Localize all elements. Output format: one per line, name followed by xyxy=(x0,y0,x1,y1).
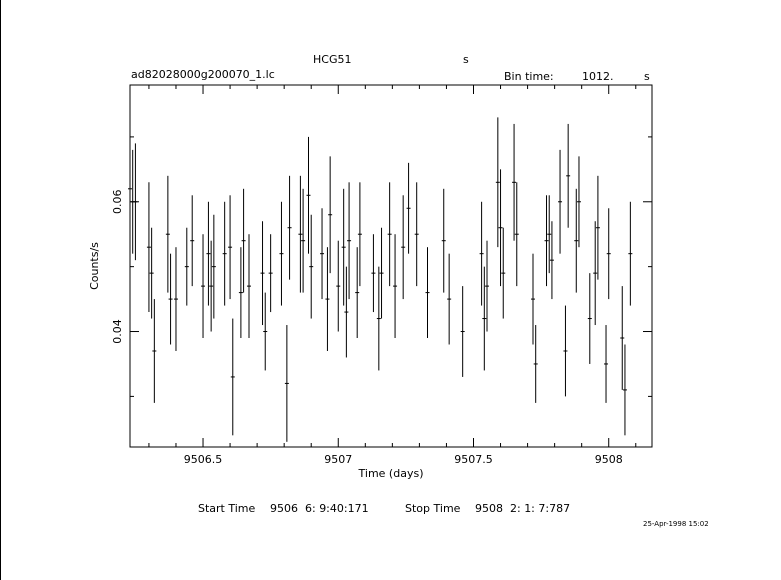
data-point xyxy=(166,176,170,293)
data-point xyxy=(342,189,346,306)
date-stamp: 25-Apr-1998 15:02 xyxy=(643,520,709,528)
file-name: ad82028000g200070_1.lc xyxy=(131,68,275,81)
data-point xyxy=(269,234,273,312)
data-point xyxy=(461,286,465,377)
data-point xyxy=(174,247,178,351)
object-title: HCG51 xyxy=(313,53,352,66)
data-point xyxy=(133,143,137,260)
data-point xyxy=(563,306,567,397)
data-point xyxy=(298,176,302,293)
data-point xyxy=(328,156,332,273)
title-unit: s xyxy=(463,53,469,66)
data-point xyxy=(344,267,348,358)
data-point xyxy=(190,195,194,286)
data-point xyxy=(206,202,210,306)
data-point xyxy=(242,189,246,293)
data-point xyxy=(263,293,267,371)
axis-tick-labels xyxy=(111,190,623,466)
start-time-value: 9506 6: 9:40:171 xyxy=(270,502,369,515)
data-point xyxy=(607,208,611,299)
data-point xyxy=(239,247,243,338)
data-point xyxy=(596,176,600,280)
data-point xyxy=(480,202,484,306)
data-point xyxy=(377,267,381,371)
data-point xyxy=(534,325,538,403)
data-point xyxy=(380,228,384,319)
data-point xyxy=(261,221,265,325)
data-point xyxy=(152,299,156,403)
data-point xyxy=(307,137,311,254)
data-point xyxy=(515,182,519,286)
data-point xyxy=(309,215,313,319)
data-point xyxy=(512,124,516,241)
data-point xyxy=(355,247,359,338)
data-point xyxy=(347,182,351,299)
data-point xyxy=(447,254,451,345)
data-point xyxy=(279,202,283,306)
data-point xyxy=(147,182,151,312)
data-point xyxy=(393,234,397,338)
data-point xyxy=(223,202,227,306)
start-time-label: Start Time xyxy=(198,502,256,515)
x-tick-label: 9507 xyxy=(324,453,353,466)
data-point xyxy=(415,182,419,286)
data-point xyxy=(558,150,562,254)
data-point xyxy=(325,247,329,351)
data-point xyxy=(212,215,216,319)
data-point xyxy=(388,182,392,286)
data-point xyxy=(231,319,235,436)
data-points xyxy=(128,117,632,441)
data-point xyxy=(209,241,213,332)
data-point xyxy=(501,228,505,319)
y-tick-label: 0.04 xyxy=(111,319,124,344)
data-point xyxy=(550,221,554,299)
data-point xyxy=(201,234,205,338)
data-point xyxy=(128,137,132,241)
data-point xyxy=(574,189,578,293)
data-point xyxy=(604,325,608,403)
data-point xyxy=(566,124,570,228)
data-point xyxy=(593,221,597,325)
data-point xyxy=(547,195,551,273)
data-point xyxy=(499,169,503,286)
x-tick-label: 9507.5 xyxy=(454,453,493,466)
data-point xyxy=(485,241,489,332)
data-point xyxy=(247,234,251,338)
data-point xyxy=(577,156,581,247)
data-point xyxy=(336,241,340,332)
data-point xyxy=(482,267,486,371)
data-point xyxy=(301,189,305,293)
bin-time-unit: s xyxy=(644,70,650,83)
data-point xyxy=(185,228,189,306)
data-point xyxy=(545,195,549,286)
data-point xyxy=(588,273,592,364)
data-point xyxy=(426,247,430,338)
data-point xyxy=(288,176,292,280)
y-tick-label: 0.06 xyxy=(111,189,124,215)
data-point xyxy=(531,254,535,345)
data-point xyxy=(407,163,411,254)
data-point xyxy=(628,202,632,306)
data-point xyxy=(620,286,624,390)
data-point xyxy=(371,234,375,312)
data-point xyxy=(358,182,362,286)
bin-time-label: Bin time: xyxy=(504,70,554,83)
data-point xyxy=(442,189,446,293)
x-axis-label: Time (days) xyxy=(358,467,424,480)
data-point xyxy=(285,325,289,442)
data-point xyxy=(228,195,232,299)
y-axis-label: Counts/s xyxy=(88,242,101,290)
data-point xyxy=(169,254,173,345)
data-point xyxy=(150,228,154,319)
stop-time-value: 9508 2: 1: 7:787 xyxy=(475,502,571,515)
data-point xyxy=(623,344,627,435)
stop-time-label: Stop Time xyxy=(405,502,461,515)
data-point xyxy=(401,195,405,299)
bin-time-value: 1012. xyxy=(582,70,614,83)
x-tick-label: 9508 xyxy=(594,453,623,466)
data-point xyxy=(320,208,324,299)
x-tick-label: 9506.5 xyxy=(183,453,223,466)
